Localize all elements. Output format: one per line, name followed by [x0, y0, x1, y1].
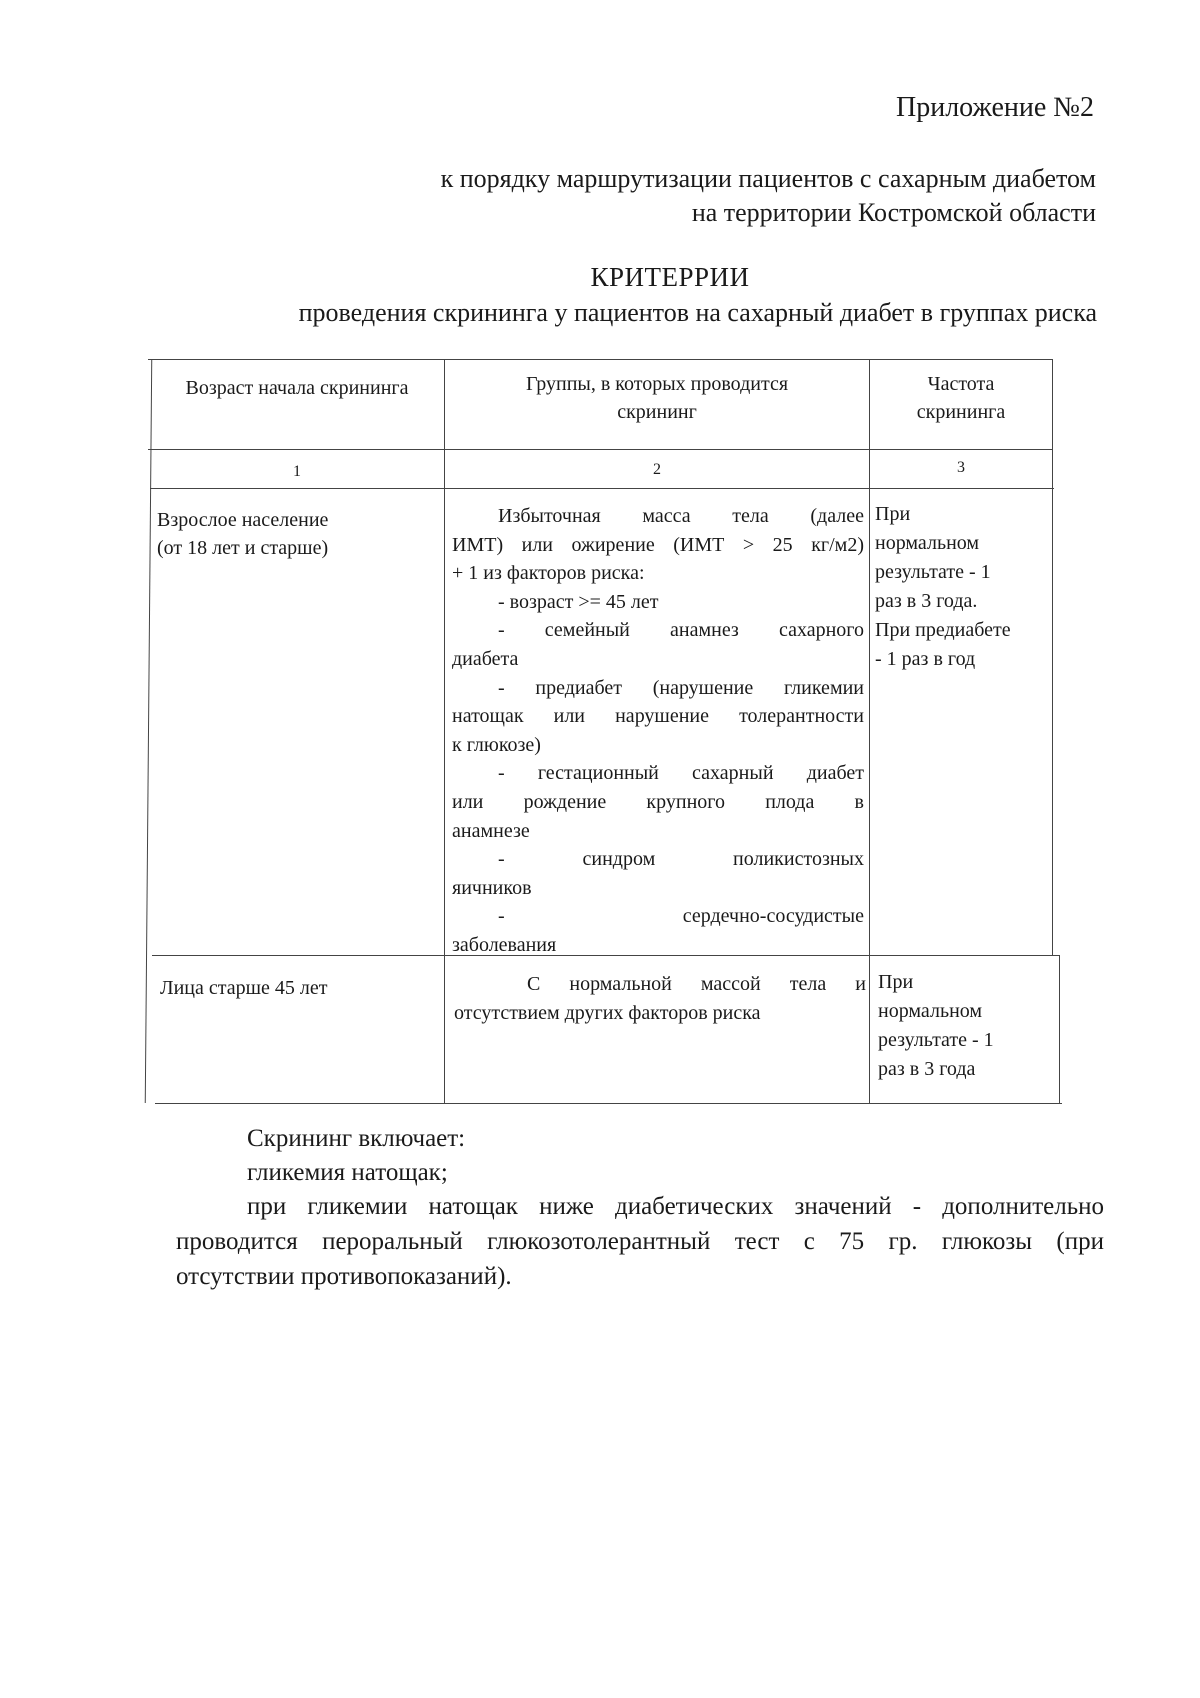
cell-line: При — [875, 503, 911, 525]
table-border-bottom — [155, 1103, 1062, 1104]
cell-line: натощак или нарушение толерантности — [452, 705, 864, 728]
row-over45-frequency — [878, 968, 1056, 1084]
cell-line: При предиабете — [875, 619, 1011, 641]
row-adult-age — [157, 506, 442, 562]
header-line: скрининг — [617, 401, 697, 423]
table-number-divider — [150, 488, 1054, 489]
table-header-divider — [148, 449, 1052, 450]
screening-note-line: при гликемии натощак ниже диабетических значений - дополнительно — [247, 1193, 1104, 1220]
cell-line: анамнезе — [452, 819, 530, 842]
column-number: 2 — [653, 461, 661, 478]
cell-line: Взрослое население — [157, 509, 329, 531]
screening-item: гликемия натощак; — [247, 1159, 448, 1186]
screening-includes-heading: Скрининг включает: — [247, 1125, 466, 1152]
row-adult-frequency — [875, 500, 1051, 674]
cell-line: - синдром поликистозных — [498, 848, 864, 871]
row-over45-groups — [454, 970, 866, 1028]
addressee-line: на территории Костромской области — [691, 198, 1096, 227]
table-header-age: Возраст начала скрининга — [185, 377, 409, 399]
cell-line: - 1 раз в год — [875, 648, 976, 670]
cell-line: Лица старше 45 лет — [160, 977, 328, 999]
cell-line: к глюкозе) — [452, 733, 541, 756]
table-header-frequency — [870, 370, 1052, 426]
cell-line: отсутствием других факторов риска — [454, 1002, 761, 1024]
appendix-addressee — [441, 162, 1096, 230]
cell-line: - гестационный сахарный диабет — [498, 762, 864, 785]
screening-note-line: отсутствии противопоказаний). — [176, 1263, 512, 1290]
column-number: 1 — [293, 463, 301, 480]
header-line: Частота — [927, 373, 995, 395]
header-line: скрининга — [916, 401, 1006, 423]
cell-line: диабета — [452, 647, 519, 670]
addressee-line: к порядку маршрутизации пациентов с сахарным диабетом — [440, 164, 1096, 193]
cell-line: - предиабет (нарушение гликемии — [498, 676, 864, 699]
cell-line: + 1 из факторов риска: — [452, 562, 645, 585]
cell-line: нормальном — [875, 532, 980, 554]
document-subtitle: проведения скрининга у пациентов на сахарный диабет в группах риска — [298, 298, 1097, 327]
row-over45-age — [160, 974, 440, 1002]
cell-line: результате - 1 — [875, 561, 991, 583]
cell-line: При — [878, 971, 914, 993]
header-line: Группы, в которых проводится — [525, 373, 789, 395]
table-border-top — [148, 359, 1052, 360]
cell-line: нормальном — [878, 1000, 983, 1022]
document-title: КРИТЕРРИИ — [590, 262, 750, 292]
column-number: 3 — [957, 459, 965, 476]
cell-line: яичников — [452, 876, 532, 899]
cell-line: ИМТ) или ожирение (ИМТ > 25 кг/м2) — [452, 533, 864, 556]
cell-line: - сердечно-сосудистые — [498, 905, 864, 928]
cell-line: раз в 3 года — [878, 1058, 976, 1080]
cell-line: раз в 3 года. — [875, 590, 978, 612]
cell-line: или рождение крупного плода в — [452, 790, 864, 813]
table-header-groups — [445, 370, 869, 426]
cell-line: результате - 1 — [878, 1029, 994, 1051]
cell-line: - возраст >= 45 лет — [498, 590, 659, 613]
cell-line: Избыточная масса тела (далее — [498, 505, 864, 527]
screening-note-line: проводится пероральный глюкозотолерантный тест с 75 гр. глюкозы (при — [176, 1228, 1104, 1255]
row-adult-groups — [452, 502, 864, 960]
table-border-right — [1052, 359, 1053, 955]
cell-line: - семейный анамнез сахарного — [498, 619, 864, 642]
cell-line: заболевания — [452, 933, 557, 956]
table-border-right-lower — [1059, 955, 1060, 1103]
cell-line: (от 18 лет и старше) — [157, 537, 329, 559]
appendix-number: Приложение №2 — [896, 92, 1094, 123]
cell-line: С нормальной массой тела и — [527, 973, 866, 995]
